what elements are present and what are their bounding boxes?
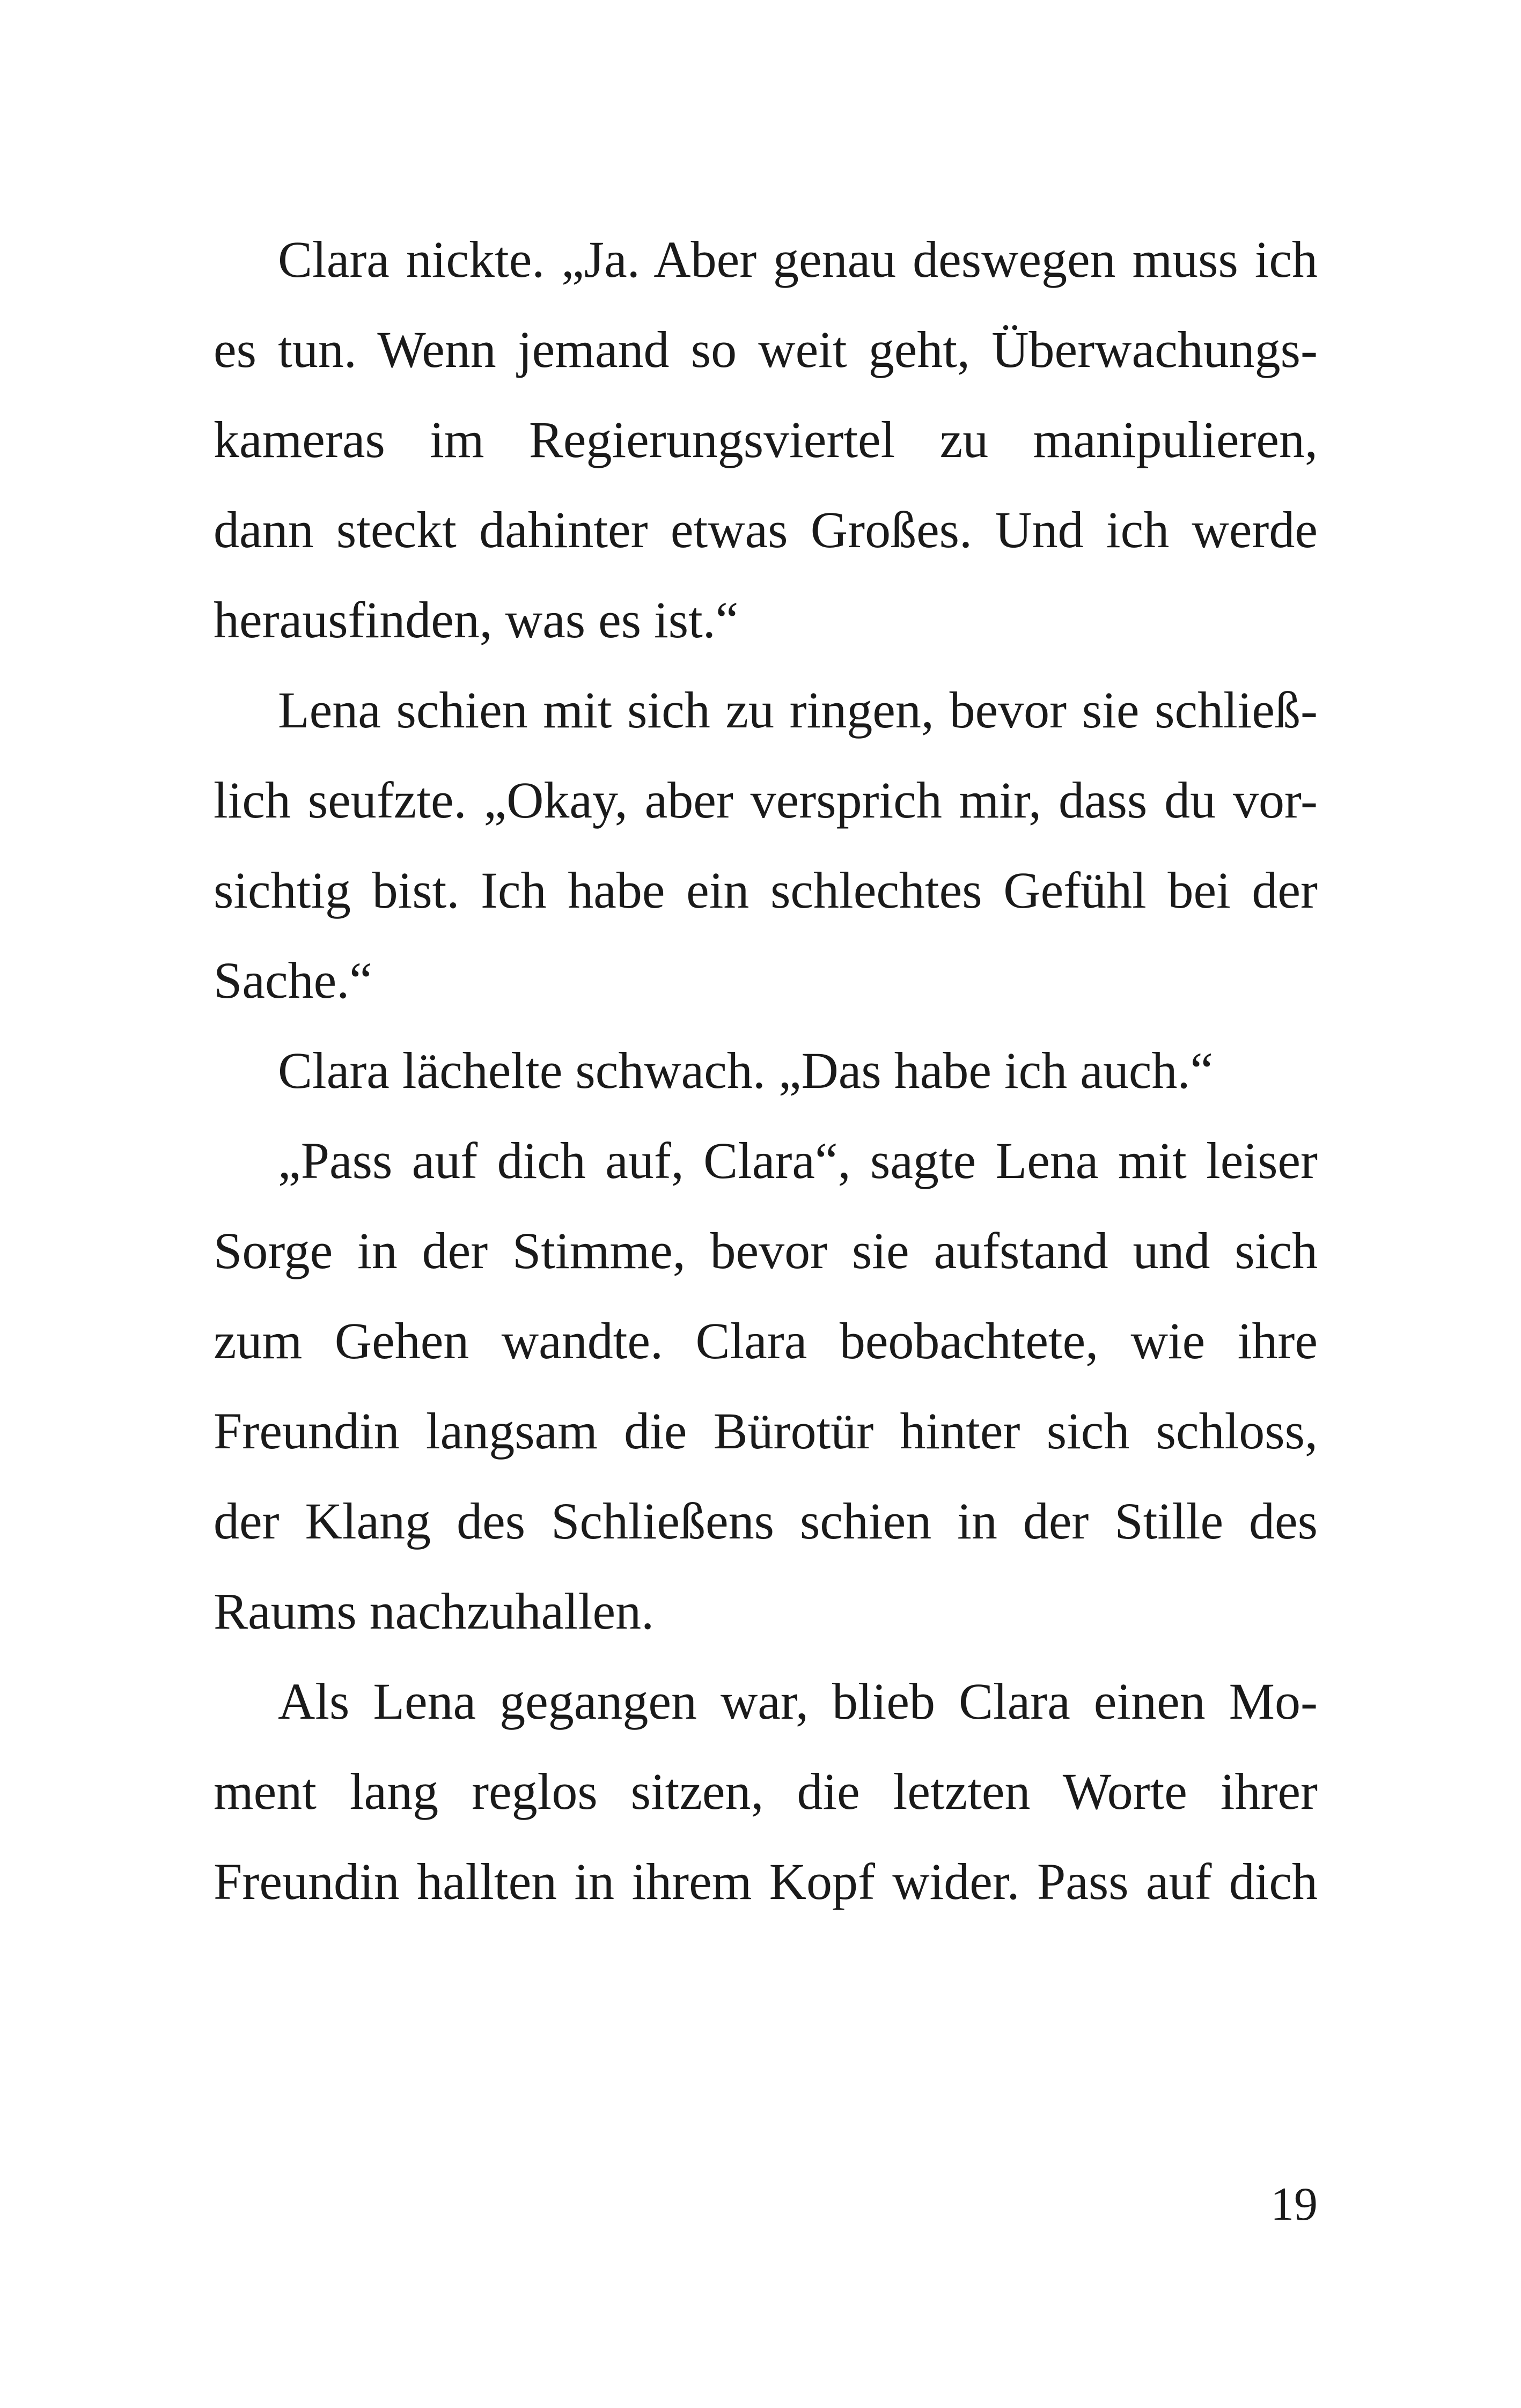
paragraph-4-line-1: „Pass auf dich auf, Clara“, sagte Lena mit leiser [278, 1132, 1318, 1189]
paragraph-5-line-3: Freundin hallten in ihrem Kopf wider. Pass auf dich [214, 1853, 1318, 1910]
paragraph-4-line-4: Freundin langsam die Bürotür hinter sich schloss, [214, 1402, 1318, 1460]
paragraph-1-line-1: Clara nickte. „Ja. Aber genau deswegen muss ich [278, 231, 1318, 288]
paragraph-2-line-4: Sache.“ [214, 952, 372, 1009]
paragraph-4-line-6: Raums nachzuhallen. [214, 1582, 655, 1640]
paragraph-2-line-1: Lena schien mit sich zu ringen, bevor sie schließ- [278, 681, 1318, 739]
paragraph-2-line-2: lich seufzte. „Okay, aber versprich mir, dass du vor- [214, 771, 1318, 829]
page-number: 19 [1270, 2178, 1318, 2230]
paragraph-1-line-5: herausfinden, was es ist.“ [214, 591, 739, 649]
paragraph-4-line-5: der Klang des Schließens schien in der Stille des [214, 1492, 1318, 1550]
paragraph-5-line-2: ment lang reglos sitzen, die letzten Worte ihrer [214, 1763, 1318, 1820]
paragraph-5-line-1: Als Lena gegangen war, blieb Clara einen Mo- [278, 1673, 1318, 1730]
paragraph-4-line-2: Sorge in der Stimme, bevor sie aufstand und sich [214, 1222, 1318, 1279]
paragraph-3-line-1: Clara lächelte schwach. „Das habe ich auch.“ [278, 1042, 1214, 1099]
paragraph-1-line-2: es tun. Wenn jemand so weit geht, Überwachungs- [214, 321, 1318, 378]
paragraph-1-line-4: dann steckt dahinter etwas Großes. Und ich werde [214, 501, 1318, 558]
paragraph-2-line-3: sichtig bist. Ich habe ein schlechtes Gefühl bei der [214, 861, 1318, 919]
paragraph-1-line-3: kameras im Regierungsviertel zu manipulieren, [214, 411, 1318, 468]
body-text [214, 215, 1318, 1927]
paragraph-4-line-3: zum Gehen wandte. Clara beobachtete, wie ihre [214, 1312, 1318, 1369]
